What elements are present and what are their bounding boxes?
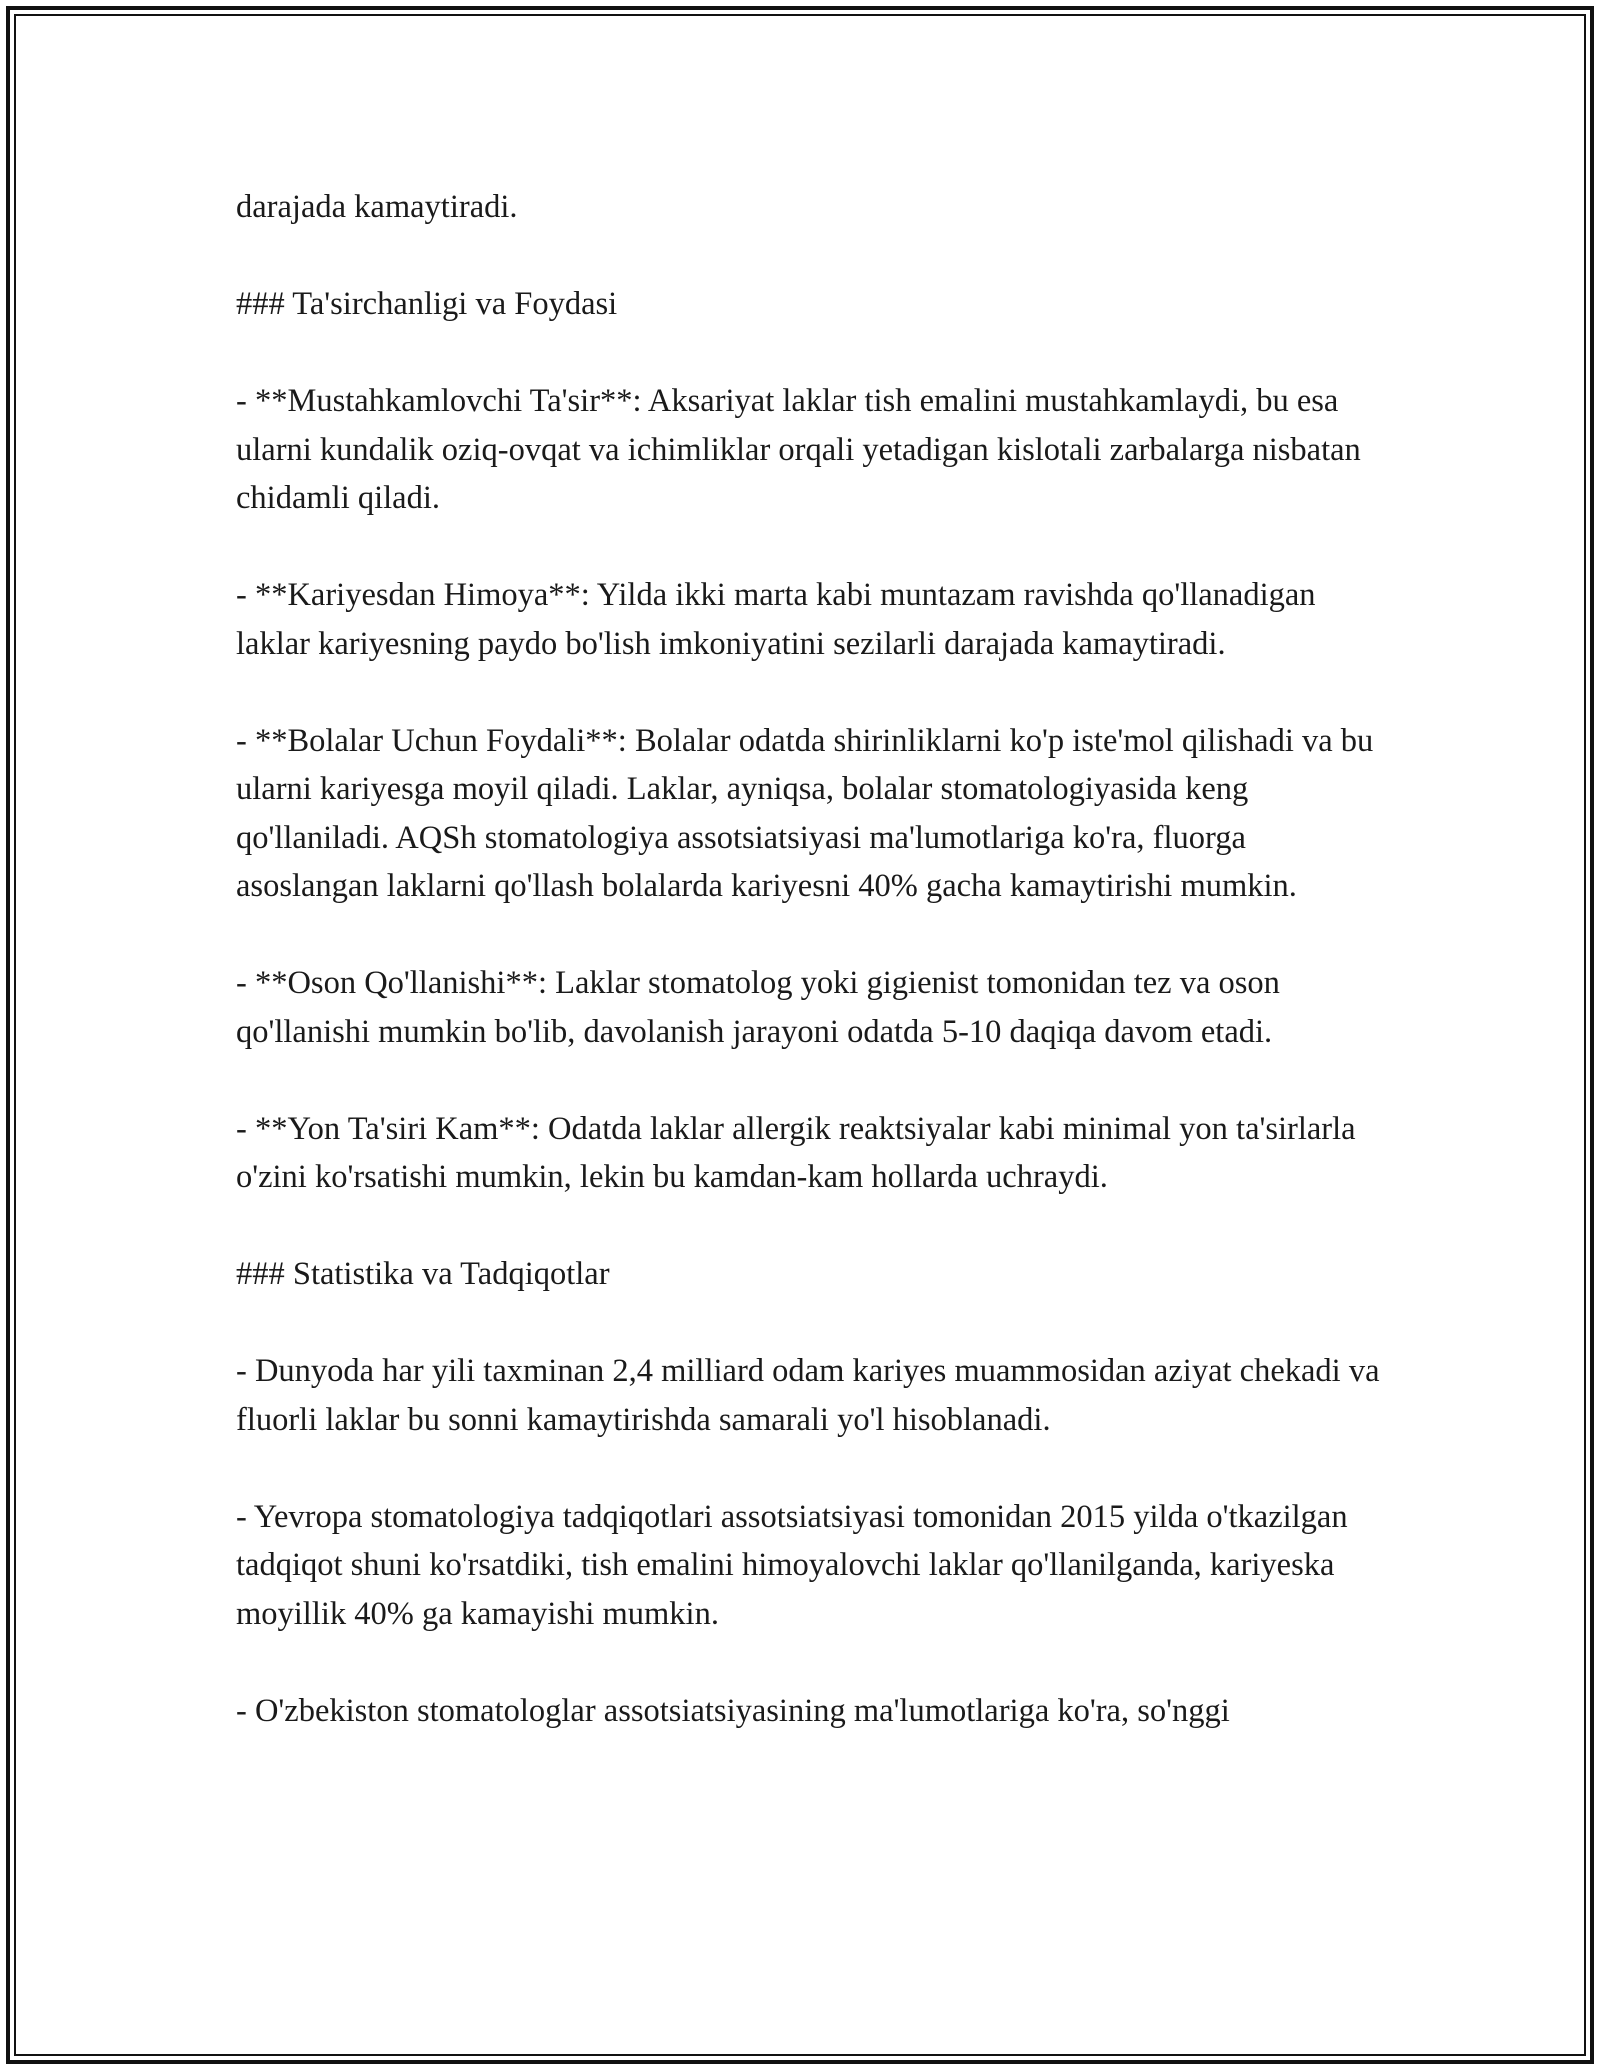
- paragraph-continuation: darajada kamaytiradi.: [236, 189, 518, 225]
- heading-effectiveness-benefits: ### Ta'sirchanligi va Foydasi: [236, 286, 618, 322]
- document-body: [236, 183, 1386, 1735]
- heading-statistics-research: ### Statistika va Tadqiqotlar: [236, 1256, 610, 1292]
- list-item-world-statistics: - Dunyoda har yili taxminan 2,4 milliard odam kariyes muammosidan aziyat chekadi va fluorli laklar bu sonni kamaytirishda samarali yo'l hisoblanadi.: [236, 1353, 1380, 1438]
- list-item-benefit-for-children: - **Bolalar Uchun Foydali**: Bolalar odatda shirinliklarni ko'p iste'mol qilishadi va bu ularni kariyesga moyil qiladi. Laklar, ayniqsa, bolalar stomatologiyasida keng qo'llaniladi. AQSh stomatologiya assotsiatsiyasi ma'lumotlariga ko'ra, fluorga asoslangan laklarni qo'llash bolalarda kariyesni 40% gacha kamaytirishi mumkin.: [236, 722, 1374, 904]
- list-item-uzbekistan-data: - O'zbekiston stomatologlar assotsiatsiyasining ma'lumotlariga ko'ra, so'nggi: [236, 1692, 1230, 1729]
- list-item-caries-protection: - **Kariyesdan Himoya**: Yilda ikki marta kabi muntazam ravishda qo'llanadigan laklar kariyesning paydo bo'lish imkoniyatini sezilarli darajada kamaytiradi.: [236, 577, 1316, 662]
- list-item-european-study: - Yevropa stomatologiya tadqiqotlari assotsiatsiyasi tomonidan 2015 yilda o'tkazilgan tadqiqot shuni ko'rsatdiki, tish emalini himoyalovchi laklar qo'llanilganda, kariyeska moyillik 40% ga kamayishi mumkin.: [236, 1498, 1348, 1632]
- list-item-few-side-effects: - **Yon Ta'siri Kam**: Odatda laklar allergik reaktsiyalar kabi minimal yon ta'sirlarla o'zini ko'rsatishi mumkin, lekin bu kamdan-kam hollarda uchraydi.: [236, 1110, 1356, 1195]
- list-item-strengthening-effect: - **Mustahkamlovchi Ta'sir**: Aksariyat laklar tish emalini mustahkamlaydi, bu esa ularni kundalik oziq-ovqat va ichimliklar orqali yetadigan kislotali zarbalarga nisbatan chidamli qiladi.: [236, 383, 1361, 516]
- list-item-easy-application: - **Oson Qo'llanishi**: Laklar stomatolog yoki gigienist tomonidan tez va oson qo'llanishi mumkin bo'lib, davolanish jarayoni odatda 5-10 daqiqa davom etadi.: [236, 965, 1280, 1050]
